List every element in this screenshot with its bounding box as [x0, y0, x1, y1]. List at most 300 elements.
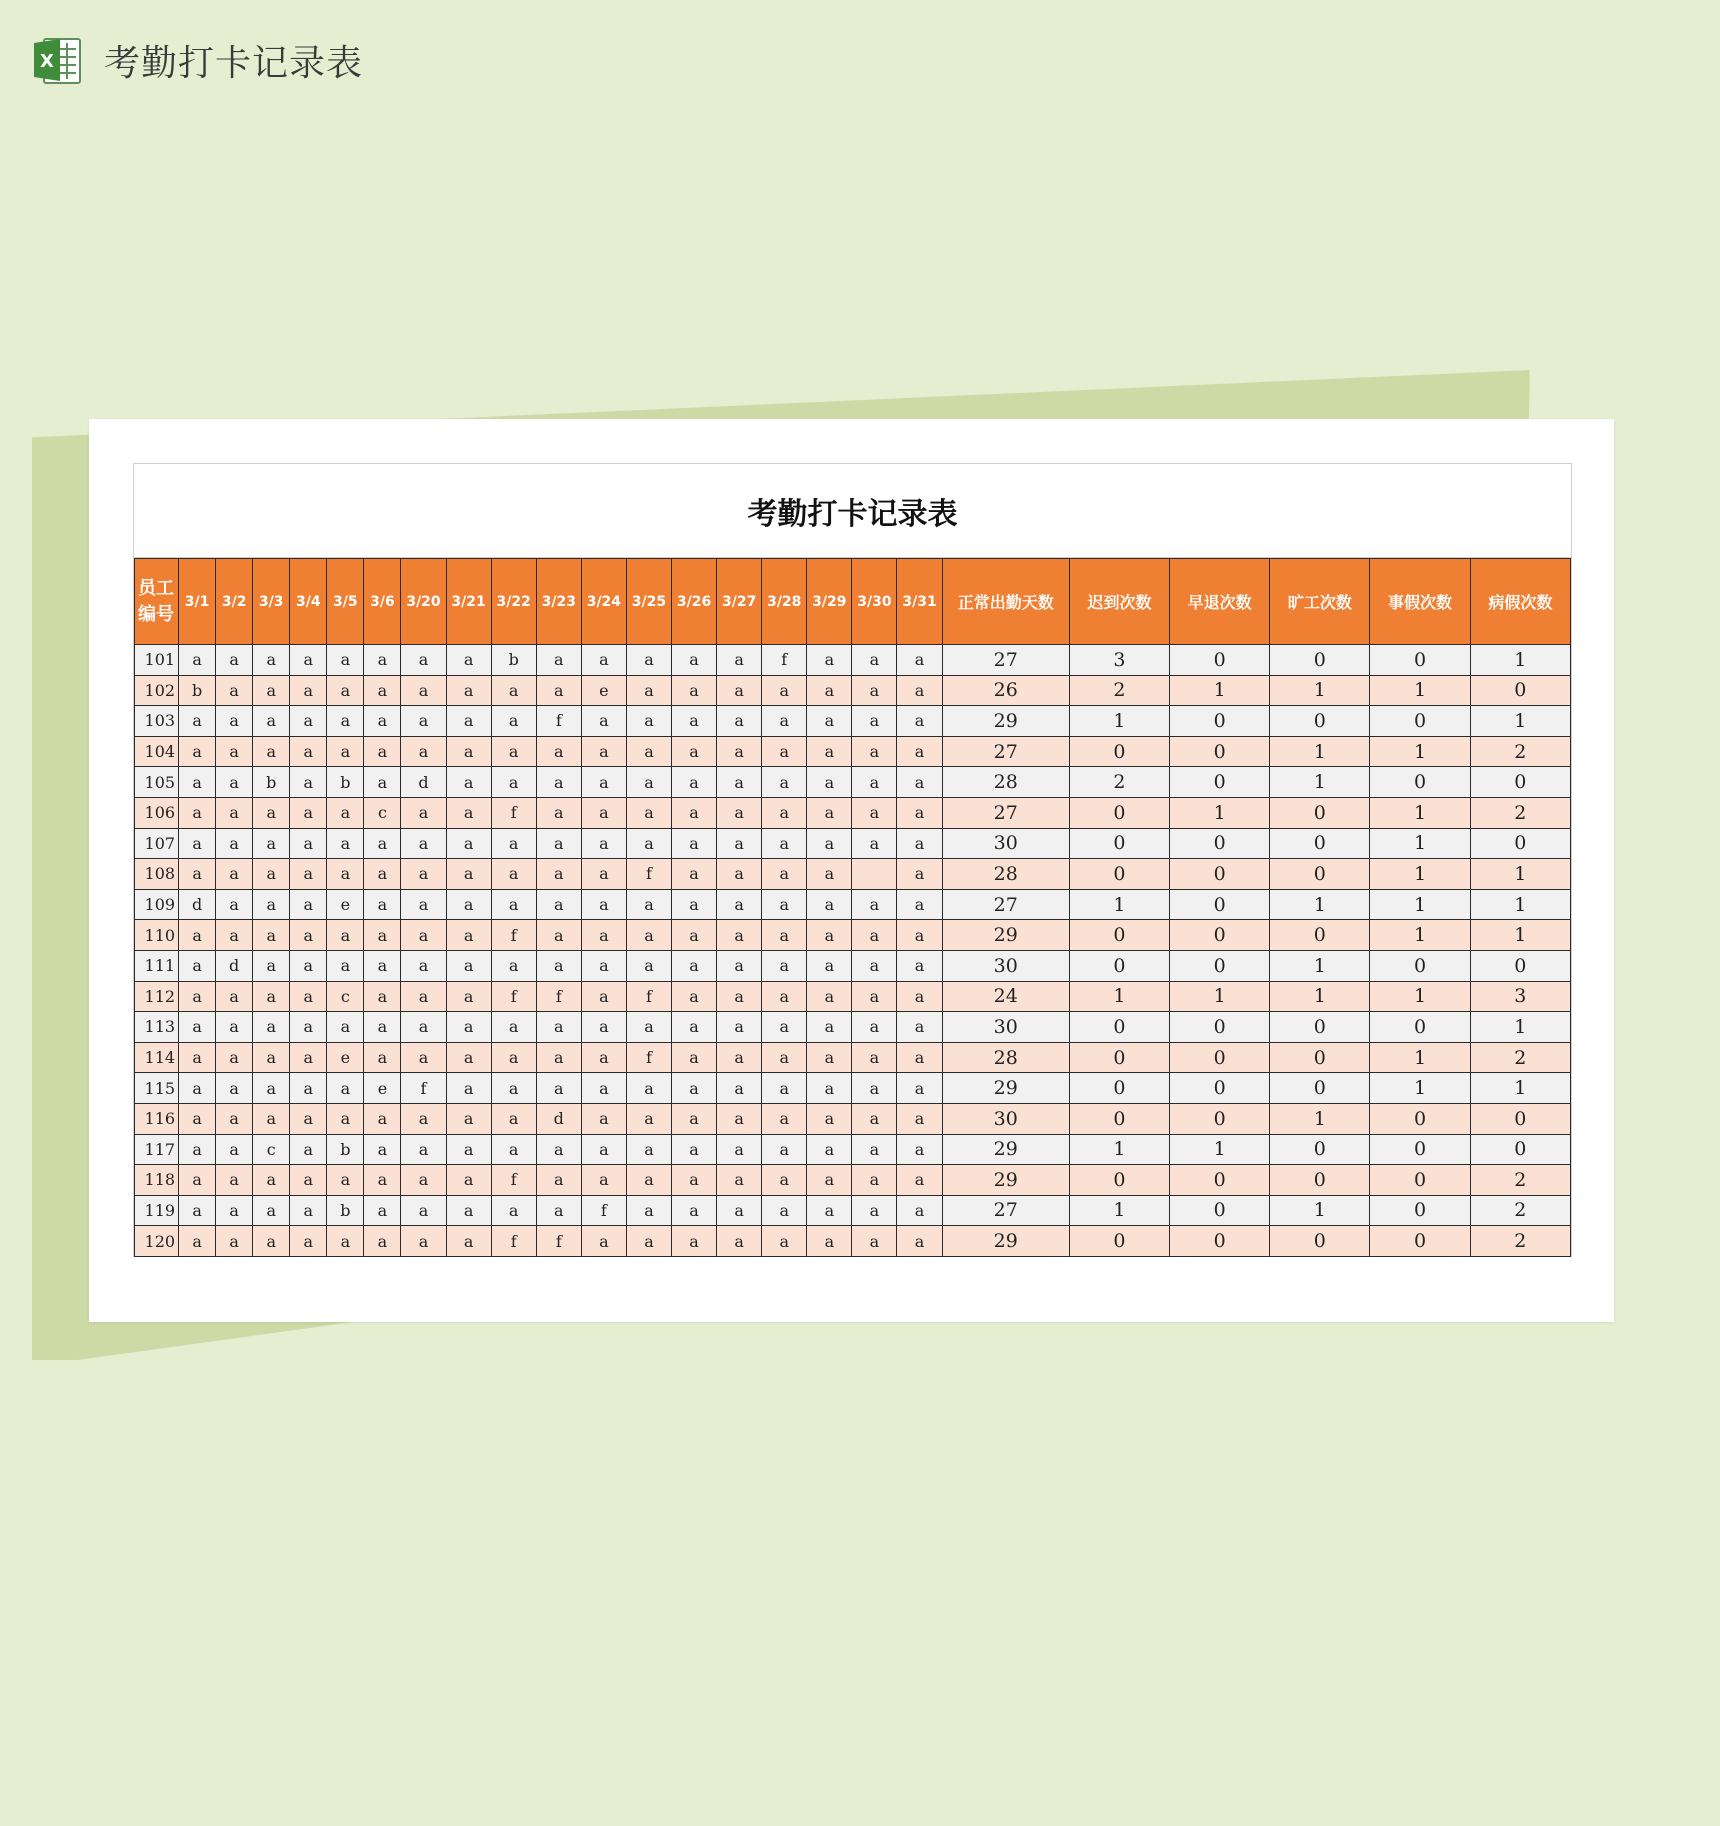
attendance-code-cell[interactable]: a	[253, 1226, 290, 1257]
attendance-code-cell[interactable]: a	[290, 920, 327, 951]
attendance-code-cell[interactable]: a	[327, 1073, 364, 1104]
attendance-code-cell[interactable]: a	[364, 645, 401, 676]
attendance-code-cell[interactable]: a	[401, 950, 446, 981]
summary-count-cell[interactable]: 28	[942, 859, 1069, 890]
attendance-code-cell[interactable]: a	[897, 1012, 942, 1043]
employee-id-cell[interactable]: 117	[135, 1134, 179, 1165]
attendance-code-cell[interactable]: a	[491, 828, 536, 859]
summary-count-cell[interactable]: 1	[1270, 889, 1370, 920]
attendance-code-cell[interactable]: a	[364, 736, 401, 767]
employee-id-cell[interactable]: 108	[135, 859, 179, 890]
attendance-code-cell[interactable]: a	[536, 797, 581, 828]
attendance-code-cell[interactable]: d	[179, 889, 216, 920]
attendance-code-cell[interactable]: a	[401, 797, 446, 828]
attendance-code-cell[interactable]: a	[401, 1195, 446, 1226]
attendance-code-cell[interactable]: a	[581, 1226, 626, 1257]
attendance-code-cell[interactable]: a	[179, 1134, 216, 1165]
attendance-code-cell[interactable]: f	[536, 1226, 581, 1257]
employee-id-cell[interactable]: 114	[135, 1042, 179, 1073]
summary-count-cell[interactable]: 0	[1270, 706, 1370, 737]
summary-count-cell[interactable]: 2	[1470, 1195, 1570, 1226]
attendance-code-cell[interactable]: a	[446, 1134, 491, 1165]
attendance-code-cell[interactable]: a	[626, 828, 671, 859]
attendance-code-cell[interactable]: a	[626, 1195, 671, 1226]
attendance-code-cell[interactable]: a	[253, 920, 290, 951]
summary-count-cell[interactable]: 2	[1470, 736, 1570, 767]
summary-count-cell[interactable]: 1	[1470, 889, 1570, 920]
attendance-code-cell[interactable]	[852, 859, 897, 890]
attendance-code-cell[interactable]: a	[446, 645, 491, 676]
attendance-code-cell[interactable]: a	[290, 1134, 327, 1165]
attendance-code-cell[interactable]: a	[179, 645, 216, 676]
attendance-code-cell[interactable]: a	[807, 859, 852, 890]
attendance-code-cell[interactable]: a	[290, 1012, 327, 1043]
attendance-code-cell[interactable]: a	[581, 950, 626, 981]
attendance-code-cell[interactable]: b	[327, 1134, 364, 1165]
attendance-code-cell[interactable]: c	[364, 797, 401, 828]
attendance-code-cell[interactable]: a	[491, 675, 536, 706]
attendance-code-cell[interactable]: a	[253, 1195, 290, 1226]
attendance-code-cell[interactable]: a	[581, 736, 626, 767]
attendance-code-cell[interactable]: b	[327, 1195, 364, 1226]
summary-count-cell[interactable]: 1	[1170, 675, 1270, 706]
attendance-code-cell[interactable]: a	[253, 1012, 290, 1043]
summary-count-cell[interactable]: 0	[1270, 1134, 1370, 1165]
attendance-code-cell[interactable]: a	[807, 889, 852, 920]
attendance-code-cell[interactable]: a	[897, 1103, 942, 1134]
attendance-code-cell[interactable]: a	[581, 889, 626, 920]
attendance-code-cell[interactable]: a	[401, 889, 446, 920]
attendance-code-cell[interactable]: a	[216, 1165, 253, 1196]
attendance-code-cell[interactable]: a	[717, 1042, 762, 1073]
attendance-code-cell[interactable]: a	[807, 736, 852, 767]
attendance-code-cell[interactable]: a	[290, 828, 327, 859]
attendance-code-cell[interactable]: d	[216, 950, 253, 981]
summary-count-cell[interactable]: 1	[1270, 767, 1370, 798]
summary-count-cell[interactable]: 0	[1270, 828, 1370, 859]
summary-count-cell[interactable]: 0	[1170, 645, 1270, 676]
attendance-code-cell[interactable]: a	[852, 1134, 897, 1165]
summary-count-cell[interactable]: 0	[1170, 767, 1270, 798]
attendance-code-cell[interactable]: a	[672, 889, 717, 920]
summary-count-cell[interactable]: 0	[1370, 645, 1470, 676]
attendance-code-cell[interactable]: a	[364, 1226, 401, 1257]
attendance-code-cell[interactable]: a	[327, 797, 364, 828]
attendance-code-cell[interactable]: a	[446, 950, 491, 981]
attendance-code-cell[interactable]: a	[762, 889, 807, 920]
summary-count-cell[interactable]: 0	[1170, 950, 1270, 981]
attendance-code-cell[interactable]: a	[897, 675, 942, 706]
summary-count-cell[interactable]: 1	[1370, 859, 1470, 890]
attendance-code-cell[interactable]: a	[253, 736, 290, 767]
attendance-code-cell[interactable]: a	[626, 645, 671, 676]
summary-count-cell[interactable]: 1	[1069, 706, 1169, 737]
employee-id-cell[interactable]: 102	[135, 675, 179, 706]
attendance-code-cell[interactable]: a	[807, 645, 852, 676]
summary-count-cell[interactable]: 29	[942, 706, 1069, 737]
attendance-code-cell[interactable]: a	[401, 675, 446, 706]
attendance-code-cell[interactable]: f	[536, 706, 581, 737]
attendance-code-cell[interactable]: a	[536, 767, 581, 798]
attendance-code-cell[interactable]: a	[327, 859, 364, 890]
attendance-code-cell[interactable]: f	[491, 1165, 536, 1196]
employee-id-cell[interactable]: 119	[135, 1195, 179, 1226]
attendance-code-cell[interactable]: a	[253, 859, 290, 890]
attendance-code-cell[interactable]: a	[672, 1042, 717, 1073]
summary-count-cell[interactable]: 30	[942, 1103, 1069, 1134]
summary-count-cell[interactable]: 1	[1370, 889, 1470, 920]
attendance-code-cell[interactable]: a	[581, 981, 626, 1012]
summary-count-cell[interactable]: 0	[1270, 1226, 1370, 1257]
attendance-code-cell[interactable]: a	[807, 920, 852, 951]
attendance-code-cell[interactable]: a	[807, 828, 852, 859]
attendance-code-cell[interactable]: a	[672, 767, 717, 798]
attendance-code-cell[interactable]: f	[401, 1073, 446, 1104]
attendance-code-cell[interactable]: a	[852, 950, 897, 981]
attendance-code-cell[interactable]: a	[581, 767, 626, 798]
attendance-code-cell[interactable]: a	[446, 706, 491, 737]
summary-count-cell[interactable]: 0	[1069, 950, 1169, 981]
attendance-code-cell[interactable]: a	[179, 1226, 216, 1257]
attendance-code-cell[interactable]: a	[179, 767, 216, 798]
summary-count-cell[interactable]: 0	[1370, 1103, 1470, 1134]
attendance-code-cell[interactable]: f	[581, 1195, 626, 1226]
attendance-code-cell[interactable]: a	[536, 675, 581, 706]
attendance-code-cell[interactable]: a	[897, 797, 942, 828]
attendance-code-cell[interactable]: a	[401, 736, 446, 767]
attendance-code-cell[interactable]: a	[717, 1103, 762, 1134]
attendance-code-cell[interactable]: a	[364, 675, 401, 706]
attendance-code-cell[interactable]: b	[491, 645, 536, 676]
attendance-code-cell[interactable]: a	[327, 675, 364, 706]
attendance-code-cell[interactable]: a	[672, 1012, 717, 1043]
attendance-code-cell[interactable]: a	[897, 706, 942, 737]
attendance-code-cell[interactable]: e	[327, 1042, 364, 1073]
summary-count-cell[interactable]: 28	[942, 767, 1069, 798]
summary-count-cell[interactable]: 1	[1069, 889, 1169, 920]
attendance-code-cell[interactable]: b	[327, 767, 364, 798]
summary-count-cell[interactable]: 0	[1270, 1042, 1370, 1073]
attendance-code-cell[interactable]: a	[852, 1226, 897, 1257]
attendance-code-cell[interactable]: a	[446, 981, 491, 1012]
attendance-code-cell[interactable]: a	[290, 675, 327, 706]
summary-count-cell[interactable]: 0	[1270, 1165, 1370, 1196]
attendance-code-cell[interactable]: a	[626, 1073, 671, 1104]
attendance-code-cell[interactable]: a	[762, 1042, 807, 1073]
attendance-code-cell[interactable]: a	[717, 981, 762, 1012]
attendance-code-cell[interactable]: a	[807, 767, 852, 798]
attendance-code-cell[interactable]: a	[253, 981, 290, 1012]
attendance-code-cell[interactable]: a	[446, 1226, 491, 1257]
attendance-code-cell[interactable]: a	[762, 706, 807, 737]
summary-count-cell[interactable]: 1	[1170, 797, 1270, 828]
summary-count-cell[interactable]: 0	[1170, 920, 1270, 951]
attendance-code-cell[interactable]: a	[672, 950, 717, 981]
attendance-code-cell[interactable]: a	[897, 736, 942, 767]
attendance-code-cell[interactable]: a	[852, 706, 897, 737]
attendance-code-cell[interactable]: a	[446, 797, 491, 828]
summary-count-cell[interactable]: 26	[942, 675, 1069, 706]
employee-id-cell[interactable]: 103	[135, 706, 179, 737]
summary-count-cell[interactable]: 0	[1470, 1103, 1570, 1134]
attendance-code-cell[interactable]: a	[672, 1165, 717, 1196]
attendance-code-cell[interactable]: a	[807, 1012, 852, 1043]
attendance-code-cell[interactable]: a	[581, 797, 626, 828]
employee-id-cell[interactable]: 120	[135, 1226, 179, 1257]
attendance-code-cell[interactable]: a	[446, 675, 491, 706]
attendance-code-cell[interactable]: a	[536, 920, 581, 951]
attendance-code-cell[interactable]: a	[364, 889, 401, 920]
attendance-code-cell[interactable]: a	[401, 1103, 446, 1134]
attendance-code-cell[interactable]: a	[626, 736, 671, 767]
attendance-code-cell[interactable]: a	[179, 706, 216, 737]
summary-count-cell[interactable]: 3	[1470, 981, 1570, 1012]
attendance-code-cell[interactable]: a	[327, 1165, 364, 1196]
attendance-code-cell[interactable]: a	[807, 706, 852, 737]
attendance-code-cell[interactable]: a	[807, 1226, 852, 1257]
attendance-code-cell[interactable]: a	[852, 1103, 897, 1134]
employee-id-cell[interactable]: 106	[135, 797, 179, 828]
attendance-code-cell[interactable]: b	[253, 767, 290, 798]
summary-count-cell[interactable]: 1	[1270, 675, 1370, 706]
summary-count-cell[interactable]: 30	[942, 950, 1069, 981]
attendance-code-cell[interactable]: a	[401, 1134, 446, 1165]
attendance-code-cell[interactable]: a	[852, 1012, 897, 1043]
attendance-code-cell[interactable]: a	[897, 645, 942, 676]
attendance-code-cell[interactable]: a	[290, 706, 327, 737]
attendance-code-cell[interactable]: a	[290, 950, 327, 981]
summary-count-cell[interactable]: 1	[1270, 1103, 1370, 1134]
attendance-code-cell[interactable]: a	[446, 736, 491, 767]
attendance-code-cell[interactable]: a	[216, 797, 253, 828]
attendance-code-cell[interactable]: a	[672, 1073, 717, 1104]
attendance-code-cell[interactable]: a	[762, 859, 807, 890]
attendance-code-cell[interactable]: a	[762, 1103, 807, 1134]
attendance-code-cell[interactable]: a	[446, 889, 491, 920]
attendance-code-cell[interactable]: a	[364, 1134, 401, 1165]
attendance-code-cell[interactable]: a	[672, 1226, 717, 1257]
attendance-code-cell[interactable]: a	[253, 645, 290, 676]
summary-count-cell[interactable]: 0	[1370, 1226, 1470, 1257]
attendance-code-cell[interactable]: a	[717, 706, 762, 737]
attendance-code-cell[interactable]: a	[536, 1134, 581, 1165]
attendance-code-cell[interactable]: a	[253, 797, 290, 828]
attendance-code-cell[interactable]: a	[290, 1226, 327, 1257]
summary-count-cell[interactable]: 1	[1170, 1134, 1270, 1165]
attendance-code-cell[interactable]: a	[446, 1012, 491, 1043]
summary-count-cell[interactable]: 1	[1370, 736, 1470, 767]
summary-count-cell[interactable]: 2	[1470, 1042, 1570, 1073]
attendance-code-cell[interactable]: a	[290, 797, 327, 828]
employee-id-cell[interactable]: 110	[135, 920, 179, 951]
summary-count-cell[interactable]: 0	[1069, 1073, 1169, 1104]
attendance-code-cell[interactable]: e	[364, 1073, 401, 1104]
summary-count-cell[interactable]: 0	[1069, 1226, 1169, 1257]
attendance-code-cell[interactable]: a	[762, 920, 807, 951]
attendance-code-cell[interactable]: a	[536, 1165, 581, 1196]
summary-count-cell[interactable]: 28	[942, 1042, 1069, 1073]
summary-count-cell[interactable]: 1	[1470, 706, 1570, 737]
attendance-code-cell[interactable]: a	[581, 1042, 626, 1073]
attendance-code-cell[interactable]: a	[626, 889, 671, 920]
attendance-code-cell[interactable]: a	[581, 859, 626, 890]
attendance-code-cell[interactable]: f	[491, 920, 536, 951]
attendance-code-cell[interactable]: a	[852, 1042, 897, 1073]
attendance-code-cell[interactable]: a	[446, 1103, 491, 1134]
attendance-code-cell[interactable]: a	[290, 767, 327, 798]
attendance-code-cell[interactable]: a	[364, 950, 401, 981]
attendance-code-cell[interactable]: a	[401, 1226, 446, 1257]
summary-count-cell[interactable]: 29	[942, 1134, 1069, 1165]
attendance-code-cell[interactable]: a	[179, 1165, 216, 1196]
attendance-code-cell[interactable]: c	[253, 1134, 290, 1165]
attendance-code-cell[interactable]: a	[179, 1195, 216, 1226]
attendance-code-cell[interactable]: a	[897, 1073, 942, 1104]
attendance-code-cell[interactable]: a	[216, 1012, 253, 1043]
attendance-code-cell[interactable]: f	[762, 645, 807, 676]
employee-id-cell[interactable]: 118	[135, 1165, 179, 1196]
summary-count-cell[interactable]: 0	[1069, 736, 1169, 767]
attendance-code-cell[interactable]: a	[852, 1073, 897, 1104]
attendance-code-cell[interactable]: a	[762, 767, 807, 798]
attendance-code-cell[interactable]: a	[807, 1134, 852, 1165]
attendance-code-cell[interactable]: a	[536, 645, 581, 676]
attendance-code-cell[interactable]: a	[672, 981, 717, 1012]
attendance-code-cell[interactable]: a	[179, 736, 216, 767]
summary-count-cell[interactable]: 0	[1170, 1226, 1270, 1257]
summary-count-cell[interactable]: 0	[1270, 1073, 1370, 1104]
attendance-code-cell[interactable]: a	[897, 767, 942, 798]
attendance-code-cell[interactable]: a	[290, 645, 327, 676]
attendance-code-cell[interactable]: d	[401, 767, 446, 798]
attendance-code-cell[interactable]: a	[216, 675, 253, 706]
attendance-code-cell[interactable]: a	[364, 859, 401, 890]
attendance-code-cell[interactable]: a	[717, 1073, 762, 1104]
attendance-code-cell[interactable]: a	[253, 675, 290, 706]
summary-count-cell[interactable]: 0	[1069, 859, 1169, 890]
attendance-code-cell[interactable]: a	[717, 675, 762, 706]
summary-count-cell[interactable]: 29	[942, 1073, 1069, 1104]
attendance-code-cell[interactable]: a	[179, 1073, 216, 1104]
attendance-code-cell[interactable]: a	[672, 1134, 717, 1165]
summary-count-cell[interactable]: 0	[1170, 1042, 1270, 1073]
summary-count-cell[interactable]: 0	[1470, 675, 1570, 706]
attendance-code-cell[interactable]: a	[290, 859, 327, 890]
attendance-code-cell[interactable]: a	[216, 920, 253, 951]
attendance-code-cell[interactable]: a	[717, 859, 762, 890]
attendance-code-cell[interactable]: a	[364, 767, 401, 798]
attendance-code-cell[interactable]: a	[290, 736, 327, 767]
attendance-code-cell[interactable]: a	[807, 950, 852, 981]
attendance-code-cell[interactable]: a	[179, 1103, 216, 1134]
attendance-code-cell[interactable]: a	[216, 1134, 253, 1165]
attendance-code-cell[interactable]: f	[491, 1226, 536, 1257]
attendance-code-cell[interactable]: f	[626, 859, 671, 890]
summary-count-cell[interactable]: 0	[1370, 950, 1470, 981]
attendance-code-cell[interactable]: a	[364, 706, 401, 737]
attendance-code-cell[interactable]: f	[491, 981, 536, 1012]
attendance-code-cell[interactable]: a	[852, 767, 897, 798]
attendance-code-cell[interactable]: a	[807, 675, 852, 706]
attendance-code-cell[interactable]: a	[626, 675, 671, 706]
attendance-code-cell[interactable]: a	[364, 1012, 401, 1043]
attendance-code-cell[interactable]: a	[446, 1165, 491, 1196]
attendance-code-cell[interactable]: a	[364, 828, 401, 859]
attendance-code-cell[interactable]: a	[491, 767, 536, 798]
employee-id-cell[interactable]: 104	[135, 736, 179, 767]
summary-count-cell[interactable]: 29	[942, 920, 1069, 951]
attendance-code-cell[interactable]: a	[672, 645, 717, 676]
attendance-code-cell[interactable]: a	[179, 920, 216, 951]
attendance-code-cell[interactable]: a	[253, 828, 290, 859]
attendance-code-cell[interactable]: a	[717, 950, 762, 981]
attendance-code-cell[interactable]: a	[216, 859, 253, 890]
attendance-code-cell[interactable]: a	[216, 828, 253, 859]
summary-count-cell[interactable]: 29	[942, 1226, 1069, 1257]
attendance-code-cell[interactable]: a	[762, 981, 807, 1012]
attendance-code-cell[interactable]: a	[536, 1073, 581, 1104]
attendance-code-cell[interactable]: a	[717, 889, 762, 920]
attendance-code-cell[interactable]: a	[807, 981, 852, 1012]
summary-count-cell[interactable]: 2	[1470, 797, 1570, 828]
attendance-code-cell[interactable]: a	[327, 1012, 364, 1043]
summary-count-cell[interactable]: 1	[1270, 950, 1370, 981]
attendance-code-cell[interactable]: a	[672, 675, 717, 706]
attendance-code-cell[interactable]: a	[852, 981, 897, 1012]
attendance-code-cell[interactable]: a	[626, 1012, 671, 1043]
attendance-code-cell[interactable]: a	[762, 1073, 807, 1104]
attendance-code-cell[interactable]: a	[364, 920, 401, 951]
attendance-code-cell[interactable]: a	[179, 981, 216, 1012]
attendance-code-cell[interactable]: a	[717, 1165, 762, 1196]
attendance-code-cell[interactable]: f	[491, 797, 536, 828]
summary-count-cell[interactable]: 1	[1069, 1134, 1169, 1165]
attendance-code-cell[interactable]: a	[807, 1103, 852, 1134]
attendance-code-cell[interactable]: a	[626, 1226, 671, 1257]
summary-count-cell[interactable]: 0	[1170, 1103, 1270, 1134]
attendance-code-cell[interactable]: a	[364, 1042, 401, 1073]
attendance-code-cell[interactable]: a	[762, 1226, 807, 1257]
attendance-code-cell[interactable]: a	[762, 675, 807, 706]
summary-count-cell[interactable]: 1	[1069, 1195, 1169, 1226]
attendance-code-cell[interactable]: a	[401, 1165, 446, 1196]
summary-count-cell[interactable]: 0	[1270, 859, 1370, 890]
attendance-code-cell[interactable]: a	[401, 1012, 446, 1043]
summary-count-cell[interactable]: 0	[1069, 1165, 1169, 1196]
attendance-code-cell[interactable]: a	[717, 767, 762, 798]
summary-count-cell[interactable]: 0	[1370, 1012, 1470, 1043]
summary-count-cell[interactable]: 1	[1470, 920, 1570, 951]
attendance-code-cell[interactable]: a	[253, 950, 290, 981]
attendance-code-cell[interactable]: a	[364, 1103, 401, 1134]
summary-count-cell[interactable]: 1	[1370, 675, 1470, 706]
attendance-code-cell[interactable]: d	[536, 1103, 581, 1134]
attendance-code-cell[interactable]: a	[536, 736, 581, 767]
summary-count-cell[interactable]: 1	[1470, 859, 1570, 890]
attendance-code-cell[interactable]: f	[536, 981, 581, 1012]
employee-id-cell[interactable]: 111	[135, 950, 179, 981]
attendance-code-cell[interactable]: a	[216, 1042, 253, 1073]
attendance-code-cell[interactable]: a	[216, 1226, 253, 1257]
summary-count-cell[interactable]: 0	[1170, 859, 1270, 890]
summary-count-cell[interactable]: 1	[1069, 981, 1169, 1012]
attendance-code-cell[interactable]: a	[897, 889, 942, 920]
summary-count-cell[interactable]: 2	[1069, 767, 1169, 798]
attendance-code-cell[interactable]: a	[897, 1042, 942, 1073]
employee-id-cell[interactable]: 105	[135, 767, 179, 798]
attendance-code-cell[interactable]: a	[536, 1012, 581, 1043]
summary-count-cell[interactable]: 27	[942, 736, 1069, 767]
